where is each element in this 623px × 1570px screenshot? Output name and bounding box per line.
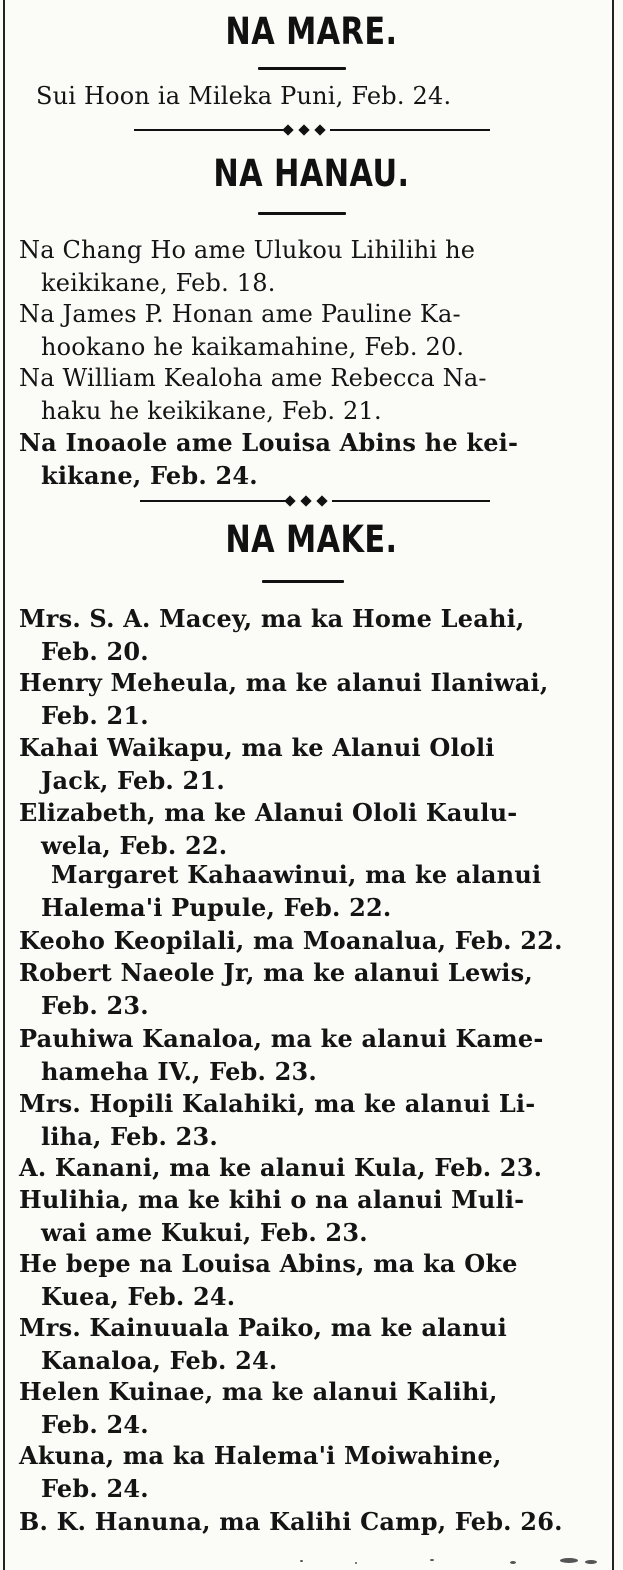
entry-line: Feb. 24. [41,1474,149,1503]
entry-line: Margaret Kahaawinui, ma ke alanui [51,860,542,889]
entry-line: haku he keikikane, Feb. 21. [41,397,382,425]
entry-line: B. K. Hanuna, ma Kalihi Camp, Feb. 26. [19,1507,563,1536]
birth-entry [19,362,611,428]
entry-line: Elizabeth, ma ke Alanui Ololi Kaulu- [19,798,518,827]
death-entry [19,1247,611,1313]
heading-underline [258,67,346,70]
entry-line: Kahai Waikapu, ma ke Alanui Ololi [19,733,495,762]
entry-line: Na Chang Ho ame Ulukou Lihilihi he [19,236,476,264]
births-heading: NA HANAU. [213,152,410,195]
entry-line: Helen Kuinae, ma ke alanui Kalihi, [19,1377,498,1406]
entry-line: kikane, Feb. 24. [41,461,258,490]
birth-entry [19,298,611,364]
entry-line: Feb. 20. [41,637,149,666]
death-entry [19,602,611,668]
marriage-entry [36,80,576,113]
heading-underline [262,580,344,583]
entry-line: Feb. 21. [41,701,149,730]
birth-entry [19,234,611,300]
column-rule-right [612,0,614,1570]
death-entry [19,1439,611,1505]
entry-line: Pauhiwa Kanaloa, ma ke alanui Kame- [19,1024,544,1053]
entry-line: Halema'i Pupule, Feb. 22. [41,893,392,922]
entry-line: wela, Feb. 22. [41,831,228,860]
deaths-heading: NA MAKE. [225,518,398,561]
entry-line: Mrs. Kainuuala Paiko, ma ke alanui [19,1313,507,1342]
print-speckle [260,1554,610,1568]
death-entry [19,796,611,862]
heading-underline [258,212,346,215]
entry-line: Keoho Keopilali, ma Moanalua, Feb. 22. [19,926,563,955]
death-entry [19,1022,611,1088]
section-divider-ornament [134,123,490,137]
entry-line: hameha IV., Feb. 23. [41,1057,317,1086]
column-rule-left [3,0,5,1570]
death-entry [19,731,611,797]
death-entry [19,1375,611,1441]
entry-line: liha, Feb. 23. [41,1122,218,1151]
birth-entry [19,426,611,492]
death-entry [19,858,611,924]
entry-line: Mrs. Hopili Kalahiki, ma ke alanui Li- [19,1089,536,1118]
entry-line: Feb. 23. [41,991,149,1020]
entry-line: Jack, Feb. 21. [41,766,225,795]
death-entry [19,1183,611,1249]
entry-line: Hulihia, ma ke kihi o na alanui Muli- [19,1185,525,1214]
death-entry [19,666,611,732]
entry-line: Robert Naeole Jr, ma ke alanui Lewis, [19,958,533,987]
entry-line: Akuna, ma ka Halema'i Moiwahine, [19,1441,502,1470]
entry-line: wai ame Kukui, Feb. 23. [41,1218,368,1247]
entry-line: Mrs. S. A. Macey, ma ka Home Leahi, [19,604,525,633]
entry-line: Na Inoaole ame Louisa Abins he kei- [19,428,519,457]
death-entry [19,1311,611,1377]
death-entry [19,956,611,1022]
section-divider-ornament [140,494,490,508]
entry-line: keikikane, Feb. 18. [41,269,276,297]
entry-line: hookano he kaikamahine, Feb. 20. [41,333,465,361]
death-entry [19,1087,611,1153]
entry-line: Henry Meheula, ma ke alanui Ilaniwai, [19,668,549,697]
entry-line: Sui Hoon ia Mileka Puni, Feb. 24. [36,82,452,110]
entry-line: Kanaloa, Feb. 24. [41,1346,278,1375]
entry-line: Kuea, Feb. 24. [41,1282,236,1311]
entry-line: Feb. 24. [41,1410,149,1439]
entry-line: Na William Kealoha ame Rebecca Na- [19,364,487,392]
death-entry [19,1151,611,1184]
marriages-heading: NA MARE. [225,10,398,53]
death-entry [19,1505,611,1538]
death-entry [19,924,611,957]
entry-line: Na James P. Honan ame Pauline Ka- [19,300,461,328]
entry-line: He bepe na Louisa Abins, ma ka Oke [19,1249,518,1278]
entry-line: A. Kanani, ma ke alanui Kula, Feb. 23. [19,1153,543,1182]
